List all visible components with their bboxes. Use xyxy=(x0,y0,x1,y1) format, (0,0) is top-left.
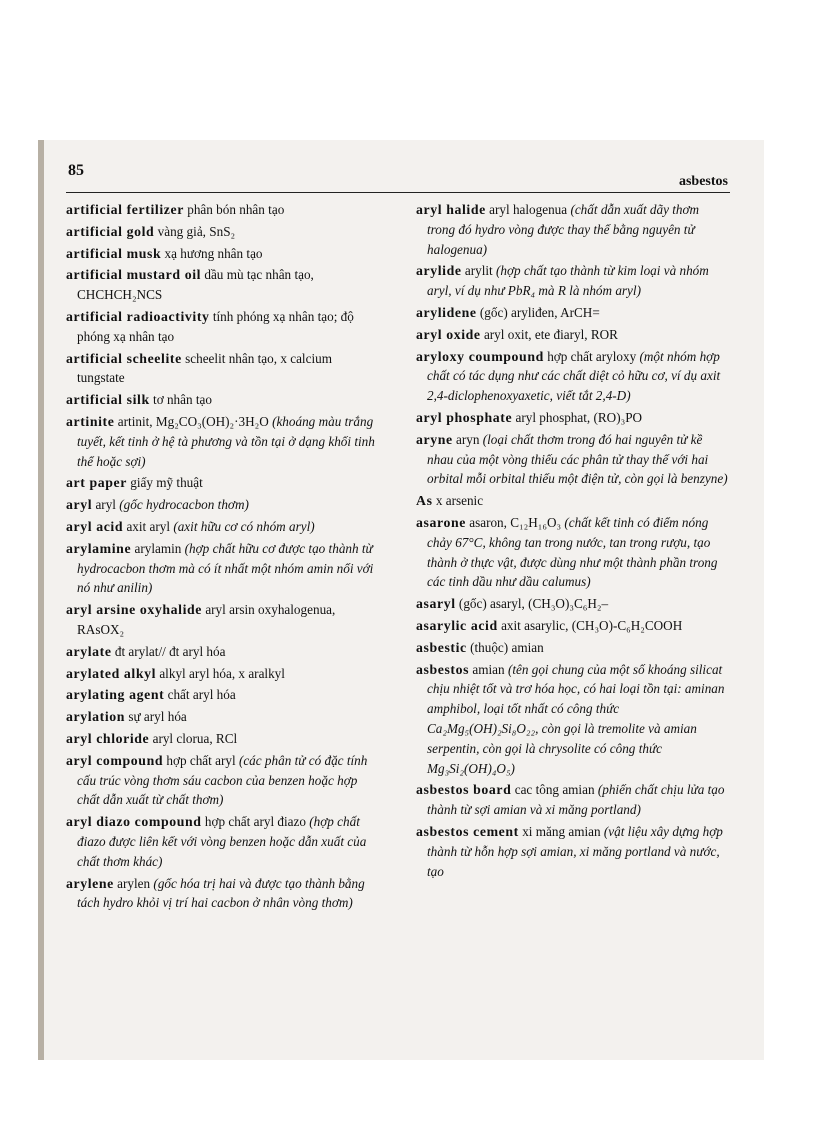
entry-headword: aryl arsine oxyhalide xyxy=(66,602,203,618)
entry-gloss: (một nhóm hợp chất có tác dụng như các chất diệt cỏ hữu cơ, ví dụ axit 2,4-diclophenoxyaxetic, viết tắt 2,4-D) xyxy=(427,348,721,404)
dictionary-entry xyxy=(66,685,382,705)
entry-headword: arylidene xyxy=(416,304,477,320)
dictionary-entry xyxy=(66,751,382,810)
entry-headword: artinite xyxy=(66,413,115,429)
dictionary-entry xyxy=(66,244,382,264)
dictionary-entry xyxy=(416,408,730,428)
left-column xyxy=(66,200,382,915)
entry-definition: cac tông amian xyxy=(514,782,595,798)
entry-headword: arylamine xyxy=(66,540,132,556)
entry-gloss: (chất kết tinh có điểm nóng chảy 67°C, không tan trong nước, tan trong rượu, tạo thành ở thực vật, được dùng như một thành phần trong các tinh dầu như dầu calumus) xyxy=(427,514,718,590)
dictionary-entry xyxy=(66,473,382,493)
entry-definition: (thuộc) amian xyxy=(470,639,544,655)
entry-definition: arylen xyxy=(117,875,151,891)
entry-gloss: (hợp chất điazo được liên kết với vòng benzen hoặc dẫn xuất của chất thơm khác) xyxy=(77,814,367,869)
entry-definition: (gốc) aryliđen, ArCH= xyxy=(479,304,600,320)
entry-definition: amian xyxy=(472,661,505,677)
dictionary-entry xyxy=(66,517,382,537)
dictionary-entry xyxy=(66,495,382,515)
entry-definition: axit aryl xyxy=(126,518,171,534)
entry-definition: scheelit nhân tạo, x calcium tungstate xyxy=(77,350,332,386)
entry-definition: aryl clorua, RCl xyxy=(152,730,238,746)
entry-headword: artificial fertilizer xyxy=(66,202,184,217)
entry-headword: aryl chloride xyxy=(66,730,150,746)
entry-headword: asaryl xyxy=(416,596,456,612)
entry-headword: artificial musk xyxy=(66,245,162,261)
entry-definition: axit asarylic, (CH₃O)-C₆H₂COOH xyxy=(501,617,683,633)
entry-headword: arylation xyxy=(66,709,126,725)
dictionary-entry xyxy=(416,430,730,489)
entry-definition: dầu mù tạc nhân tạo, CHCHCH₂NCS xyxy=(77,267,314,303)
entry-headword: artificial radioactivity xyxy=(66,308,210,324)
dictionary-entry xyxy=(416,347,730,406)
entry-definition: aryl phosphat, (RO)₃PO xyxy=(515,409,643,425)
entry-headword: aryl phosphate xyxy=(416,409,513,425)
entry-headword: asbestos xyxy=(416,661,470,677)
entry-headword: arylene xyxy=(66,875,114,891)
dictionary-entry xyxy=(66,307,382,347)
entry-headword: aryl xyxy=(66,497,93,513)
dictionary-entry xyxy=(416,303,730,323)
entry-definition: hợp chất aryl điazo xyxy=(204,814,306,830)
entry-gloss: (axit hữu cơ có nhóm aryl) xyxy=(173,518,315,534)
entry-headword: asbestos board xyxy=(416,782,512,798)
dictionary-entry xyxy=(66,707,382,727)
entry-headword: arylate xyxy=(66,643,112,659)
dictionary-entry xyxy=(66,200,382,220)
entry-definition: sự aryl hóa xyxy=(128,709,187,725)
dictionary-entry xyxy=(66,664,382,684)
entry-gloss: (phiến chất chịu lửa tạo thành từ sợi amian và xi măng portland) xyxy=(427,782,725,818)
entry-definition: giấy mỹ thuật xyxy=(130,475,203,491)
entry-definition: tính phóng xạ nhân tạo; độ phóng xạ nhân tạo xyxy=(77,308,354,344)
entry-definition: xi măng amian xyxy=(522,823,601,839)
entry-headword: aryl diazo compound xyxy=(66,814,202,830)
dictionary-entry xyxy=(416,660,730,779)
dictionary-entry xyxy=(416,616,730,636)
dictionary-entry xyxy=(416,491,730,511)
entry-gloss: (hợp chất tạo thành từ kim loại và nhóm aryl, ví dụ như PbR₄ mà R là nhóm aryl) xyxy=(427,263,709,299)
entry-definition: x arsenic xyxy=(435,493,484,509)
dictionary-entry xyxy=(66,874,382,914)
entry-definition: hợp chất aryl xyxy=(166,752,236,768)
dictionary-entry xyxy=(66,349,382,389)
header-rule xyxy=(66,192,730,193)
dictionary-entry xyxy=(416,325,730,345)
entry-headword: aryl acid xyxy=(66,518,124,534)
entry-definition: phân bón nhân tạo xyxy=(187,202,285,217)
entry-headword: artificial silk xyxy=(66,392,150,408)
entry-gloss: (loại chất thơm trong đó hai nguyên tử kề nhau của một vòng thiếu các phân tử thay thế với hai orbital mỗi orbital thiếu một điện tử, còn gọi là benzyne) xyxy=(427,431,728,487)
entry-headword: aryloxy coumpound xyxy=(416,348,544,364)
entry-definition: arylamin xyxy=(134,540,182,556)
entry-headword: arylated alkyl xyxy=(66,665,157,681)
entry-gloss: (hợp chất hữu cơ được tạo thành từ hydrocacbon thơm mà có ít nhất một nhóm amin nối với nó như anilin) xyxy=(77,540,374,596)
entry-gloss: (gốc hydrocacbon thơm) xyxy=(119,497,249,513)
dictionary-entry xyxy=(416,200,730,259)
entry-definition: đt arylat// đt aryl hóa xyxy=(114,643,226,659)
entry-definition: aryl oxit, ete điaryl, ROR xyxy=(483,326,618,342)
entry-gloss: (vật liệu xây dựng hợp thành từ hỗn hợp sợi amian, xi măng portland và nước, tạo xyxy=(427,823,723,879)
dictionary-entry xyxy=(416,638,730,658)
entry-definition: aryl xyxy=(95,497,116,513)
entry-headword: artificial gold xyxy=(66,223,155,239)
entry-definition: xạ hương nhân tạo xyxy=(164,245,263,261)
entry-definition: vàng giả, SnS₂ xyxy=(157,223,236,239)
dictionary-entry xyxy=(66,265,382,305)
running-head: asbestos xyxy=(678,174,728,189)
entry-headword: arylating agent xyxy=(66,687,165,703)
entry-headword: aryl halide xyxy=(416,202,486,217)
entry-headword: arylide xyxy=(416,263,462,279)
entry-gloss: (khoáng màu trắng tuyết, kết tinh ở hệ tà phương và tồn tại ở dạng khối tinh thể hoặc sợi) xyxy=(77,413,375,469)
entry-gloss: (tên gọi chung của một số khoáng silicat chịu nhiệt tốt và trơ hóa học, có hai loại tồn tại: aminan amphibol, loại tốt nhất có công thức Ca₂Mg₅(OH)₂Si₈O₂₂, còn gọi là tremolite và amian serpentin, còn gọi là chrysolite có công thức Mg₃Si₂(OH)₄O₅) xyxy=(427,661,725,776)
right-column xyxy=(416,200,730,883)
dictionary-entry xyxy=(416,822,730,881)
entry-headword: asbestos cement xyxy=(416,823,519,839)
entry-definition: hợp chất aryloxy xyxy=(547,348,637,364)
entry-definition: asaron, C₁₂H₁₆O₃ xyxy=(469,514,562,530)
entry-definition: aryn xyxy=(456,431,480,447)
entry-headword: As xyxy=(416,493,433,509)
dictionary-entry xyxy=(66,539,382,598)
entry-gloss: (các phân tử có đặc tính cấu trúc vòng thơm sáu cacbon của benzen hoặc hợp chất dẫn xuất từ chất thơm) xyxy=(77,752,368,808)
dictionary-entry xyxy=(66,412,382,471)
entry-gloss: (gốc hóa trị hai và được tạo thành bằng tách hydro khỏi vị trí hai cacbon ở nhân vòng thơm) xyxy=(77,875,365,911)
entry-definition: arylit xyxy=(464,263,493,279)
page-number: 85 xyxy=(68,162,84,179)
entry-headword: artificial mustard oil xyxy=(66,267,202,283)
entry-definition: aryl halogenua xyxy=(489,202,568,217)
entry-definition: tơ nhân tạo xyxy=(153,392,213,408)
entry-definition: alkyl aryl hóa, x aralkyl xyxy=(159,665,285,681)
dictionary-entry xyxy=(66,642,382,662)
dictionary-entry xyxy=(66,729,382,749)
entry-definition: chất aryl hóa xyxy=(167,687,236,703)
entry-gloss: (chất dẫn xuất dãy thơm trong đó hydro vòng được thay thế bằng nguyên tử halogenua) xyxy=(427,202,700,257)
entry-definition: artinit, Mg₂CO₃(OH)₂·3H₂O xyxy=(117,413,269,429)
dictionary-entry xyxy=(416,780,730,820)
dictionary-entry xyxy=(416,513,730,592)
dictionary-entry xyxy=(66,600,382,640)
entry-headword: asarylic acid xyxy=(416,617,498,633)
dictionary-entry xyxy=(66,390,382,410)
entry-definition: (gốc) asaryl, (CH₃O)₃C₆H₂– xyxy=(458,596,609,612)
entry-headword: asarone xyxy=(416,514,466,530)
entry-definition: aryl arsin oxyhalogenua, RAsOX₂ xyxy=(77,602,336,637)
dictionary-entry xyxy=(66,812,382,871)
entry-headword: aryl oxide xyxy=(416,326,481,342)
entry-headword: art paper xyxy=(66,475,127,491)
entry-headword: artificial scheelite xyxy=(66,350,182,366)
dictionary-entry xyxy=(416,261,730,301)
dictionary-entry xyxy=(416,594,730,614)
entry-headword: asbestic xyxy=(416,639,467,655)
dictionary-entry xyxy=(66,222,382,242)
entry-headword: aryne xyxy=(416,431,453,447)
entry-headword: aryl compound xyxy=(66,752,164,768)
